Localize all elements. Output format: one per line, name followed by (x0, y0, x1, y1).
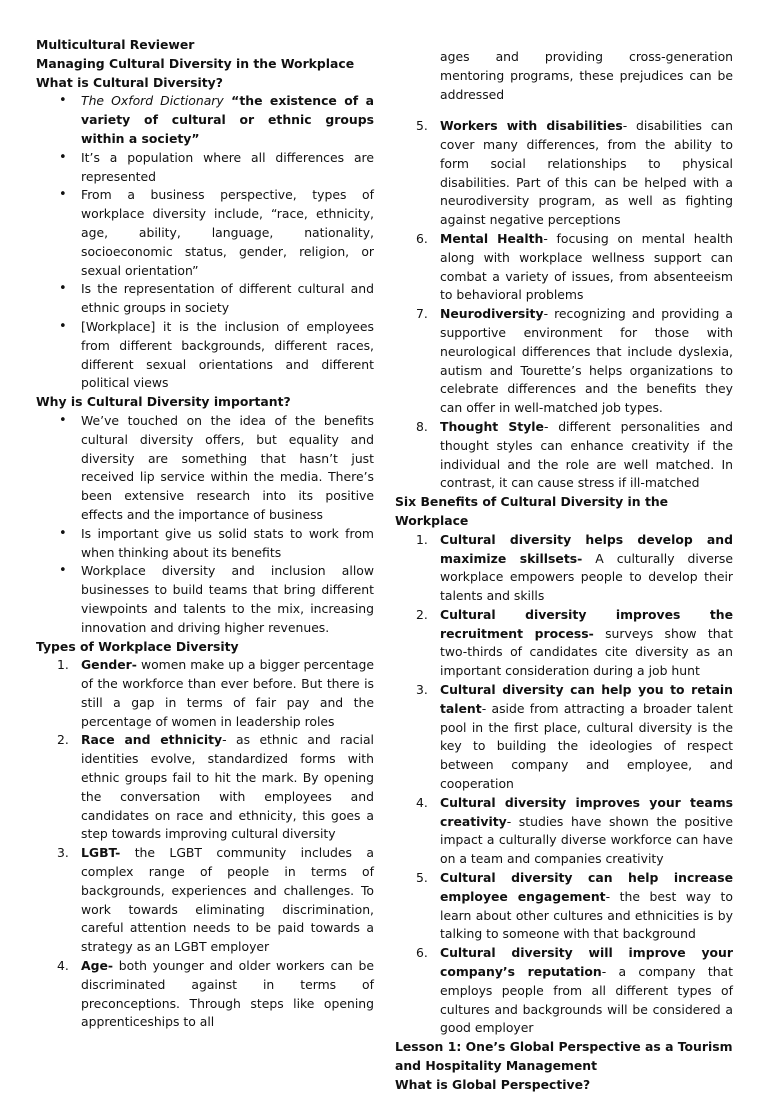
definition-list (36, 92, 374, 393)
list-item (416, 117, 733, 230)
benefits-list (395, 531, 733, 1039)
list-item: • Is the representation of different cultural and ethnic groups in society (81, 280, 374, 318)
item-text: - a company that employs people from all different types of cultures and backgrounds will be considered a good employer (440, 964, 733, 1036)
item-number: 5. (416, 870, 428, 886)
item-number: 3. (57, 845, 69, 861)
item-text: - different personalities and thought styles can enhance creativity if the individual and the role are well matched. In contrast, it can cause stress if ill-matched (440, 418, 733, 491)
item-term: Neurodiversity (440, 306, 544, 322)
item-number: 1. (416, 531, 428, 547)
list-item: • Workplace diversity and inclusion allow businesses to build teams that bring different viewpoints and talents to the mix, increasing innovation and driving higher revenues. (81, 562, 374, 637)
item-text: the LGBT community includes a complex range of people in terms of backgrounds, experiences and challenges. To work towards eliminating discrimination, careful attention needs to be paid towards a strategy as an LGBT employer (81, 845, 374, 955)
doc-title: Multicultural Reviewer (36, 37, 195, 52)
item-number: 7. (416, 306, 428, 322)
list-item (416, 305, 733, 418)
continued-text: ages and providing cross-generation mentoring programs, these prejudices can be addressed (440, 49, 733, 102)
item-term: Workers with disabilities (440, 118, 623, 134)
list-item (416, 531, 733, 606)
definition-quote: “the existence of a variety of cultural or ethnic groups within a society” (81, 93, 374, 146)
list-item (416, 230, 733, 305)
list-item: • We’ve touched on the idea of the benefits cultural diversity offers, but equality and diversity are something that hasn’t just received lip service within the media. There’s been extensive research into its positive effects and the importance of business (81, 412, 374, 525)
item-term: Thought Style (440, 418, 544, 434)
item-text: - studies have shown the positive impact a culturally diverse workforce can have on a team and companies creativity (440, 813, 733, 867)
list-item (81, 92, 374, 148)
item-number: 2. (416, 606, 428, 622)
list-item (416, 944, 733, 1038)
list-item: • [Workplace] it is the inclusion of employees from different backgrounds, different races, different sexual orientations and different political views (81, 318, 374, 393)
item-text: A culturally diverse workplace empowers people to develop their talents and skills (440, 550, 733, 604)
list-item (416, 869, 733, 944)
right-column (395, 36, 733, 1095)
item-term: Cultural diversity can help increase employee engagement (440, 870, 733, 904)
item-number: 6. (416, 230, 428, 246)
item-text: - the best way to learn about other cultures and ethnicities is by talking to someone with that background (440, 888, 733, 942)
item-text: - focusing on mental health along with workplace wellness support can combat a variety of issues, from absenteeism to behavioral problems (440, 230, 733, 303)
list-item (416, 418, 733, 493)
item-term: Cultural diversity improves your teams creativity (440, 794, 733, 829)
list-item (416, 794, 733, 869)
item-number: 1. (57, 657, 69, 673)
item-term: Cultural diversity can help you to retain talent (440, 682, 733, 716)
list-item (57, 656, 374, 731)
item-text: surveys show that two-thirds of candidates cite diversity as an important consideration during a job hunt (440, 625, 733, 679)
item-text: - disabilities can cover many differences, from the ability to form social relationships to physical disabilities. Part of this can be helped with a neurodiversity program, as well as fighting against negative perceptions (440, 118, 733, 228)
section-heading-what-is: What is Cultural Diversity? (36, 74, 223, 90)
section-heading-why-important: Why is Cultural Diversity important? (36, 394, 291, 410)
item-text: women make up a bigger percentage of the workforce than ever before. But there is still a gap in terms of fair pay and the percentage of women in leadership roles (81, 657, 374, 729)
list-item (416, 606, 733, 681)
item-number: 5. (416, 118, 428, 134)
left-column (36, 36, 374, 1032)
item-term: Race and ethnicity (81, 732, 223, 748)
doc-subtitle: Managing Cultural Diversity in the Workplace (36, 55, 355, 71)
item-term: Cultural diversity improves the recruitment process- (440, 606, 733, 641)
item-text: - aside from attracting a broader talent pool in the first place, cultural diversity is the key to building the ideologies of respect between company and employee, and cooperation (440, 700, 733, 792)
list-item (416, 681, 733, 794)
list-item (57, 731, 374, 844)
list-item: • From a business perspective, types of workplace diversity include, “race, ethnicity, age, ability, language, nationality, socioeconomic status, gender, religion, or sexual orientation” (81, 186, 374, 280)
item-term: Cultural diversity helps develop and maximize skillsets- (440, 531, 733, 566)
item-text: - as ethnic and racial identities evolve, standardized forms with ethnic groups fail to hit the mark. By opening the conversation with employees and candidates on race and ethnicity, this goes a step towards improving cultural diversity (81, 732, 374, 842)
item-term: Age- (81, 958, 114, 974)
source-name: The Oxford Dictionary (81, 93, 224, 109)
lesson-heading: Lesson 1: One’s Global Perspective as a Tourism and Hospitality Management (395, 1039, 733, 1074)
types-list-continued (395, 117, 733, 493)
item-term: Mental Health (440, 230, 544, 246)
list-item (57, 844, 374, 957)
item-term: Cultural diversity will improve your company’s reputation (440, 945, 733, 980)
section-heading-benefits: Six Benefits of Cultural Diversity in the Workplace (395, 494, 669, 528)
importance-list (36, 412, 374, 638)
list-item (57, 957, 374, 1032)
item-term: Gender- (81, 657, 137, 673)
item-number: 6. (416, 945, 428, 961)
item-number: 4. (416, 794, 428, 810)
item-number: 3. (416, 682, 428, 698)
section-heading-types: Types of Workplace Diversity (36, 638, 239, 654)
item-number: 4. (57, 958, 69, 974)
item-text: - recognizing and providing a supportive environment for those with neurological differences that include dyslexia, autism and Tourette’s helps organizations to celebrate differences and the benefits they can offer in well-matched job types. (440, 306, 733, 416)
item-text: both younger and older workers can be discriminated against in terms of preconceptions. Through steps like opening apprenticeships to all (81, 958, 374, 1030)
item-term: LGBT- (81, 845, 121, 861)
item-number: 8. (416, 418, 428, 434)
item-number: 2. (57, 732, 69, 748)
list-item: • Is important give us solid stats to work from when thinking about its benefits (81, 525, 374, 563)
list-item: • It’s a population where all differences are represented (81, 149, 374, 187)
types-list (36, 656, 374, 1032)
lesson-subheading: What is Global Perspective? (395, 1076, 591, 1092)
